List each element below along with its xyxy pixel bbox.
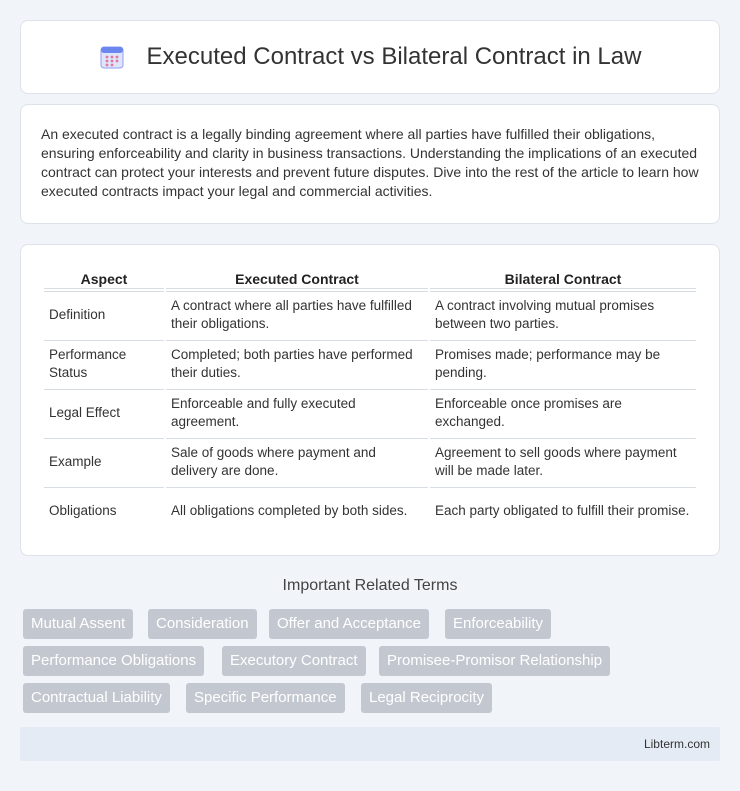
- table-cell-aspect: Legal Effect: [44, 389, 164, 436]
- table-cell-aspect: Definition: [44, 291, 164, 338]
- table-row: [44, 487, 696, 534]
- tag-consideration[interactable]: Consideration: [148, 609, 257, 639]
- page-title: Executed Contract vs Bilateral Contract in Law: [146, 43, 642, 70]
- table-row: [44, 291, 696, 338]
- table-cell-bilateral: A contract involving mutual promises between two parties.: [430, 291, 696, 338]
- footer: [20, 727, 720, 761]
- table-cell-aspect: Example: [44, 438, 164, 485]
- tag-performance-obligations[interactable]: Performance Obligations: [23, 646, 204, 676]
- calendar-grid-icon: [99, 44, 125, 70]
- tag-contractual-liability[interactable]: Contractual Liability: [23, 683, 170, 713]
- table-row: [44, 438, 696, 485]
- table-cell-executed: All obligations completed by both sides.: [166, 487, 428, 534]
- footer-site-link[interactable]: Libterm.com: [643, 737, 710, 751]
- tag-promisee-promisor-relationship[interactable]: Promisee-Promisor Relationship: [379, 646, 610, 676]
- intro-text: An executed contract is a legally binding agreement where all parties have fulfilled their obligations, ensuring enforceability and clarity in business transactions. Understanding the implications of an executed contract can protect your interests and prevent future disputes. Dive into the rest of the article to learn how executed contracts impact your legal and commercial activities.: [41, 126, 699, 199]
- table-cell-executed: A contract where all parties have fulfilled their obligations.: [166, 291, 428, 338]
- tag-enforceability[interactable]: Enforceability: [445, 609, 551, 639]
- tag-mutual-assent[interactable]: Mutual Assent: [23, 609, 133, 639]
- table-cell-executed: Enforceable and fully executed agreement.: [166, 389, 428, 436]
- tag-offer-and-acceptance[interactable]: Offer and Acceptance: [269, 609, 429, 639]
- table-cell-bilateral: Enforceable once promises are exchanged.: [430, 389, 696, 436]
- column-header-bilateral: Bilateral Contract: [430, 267, 696, 289]
- column-header-aspect: Aspect: [44, 267, 164, 289]
- table-row: [44, 389, 696, 436]
- column-header-executed: Executed Contract: [166, 267, 428, 289]
- table-cell-aspect: Obligations: [44, 487, 164, 534]
- table-cell-aspect: Performance Status: [44, 340, 164, 387]
- related-terms-title: Important Related Terms: [282, 577, 458, 594]
- table-cell-bilateral: Each party obligated to fulfill their promise.: [430, 487, 696, 534]
- table-cell-bilateral: Agreement to sell goods where payment will be made later.: [430, 438, 696, 485]
- comparison-table: [42, 265, 698, 536]
- table-header-row: [44, 267, 696, 289]
- comparison-table-card: [20, 244, 720, 556]
- table-cell-executed: Sale of goods where payment and delivery are done.: [166, 438, 428, 485]
- tag-specific-performance[interactable]: Specific Performance: [186, 683, 345, 713]
- tag-executory-contract[interactable]: Executory Contract: [222, 646, 366, 676]
- table-cell-bilateral: Promises made; performance may be pending.: [430, 340, 696, 387]
- table-cell-executed: Completed; both parties have performed their duties.: [166, 340, 428, 387]
- table-row: [44, 340, 696, 387]
- intro-card: [20, 104, 720, 224]
- tag-legal-reciprocity[interactable]: Legal Reciprocity: [361, 683, 492, 713]
- header-card: [20, 20, 720, 94]
